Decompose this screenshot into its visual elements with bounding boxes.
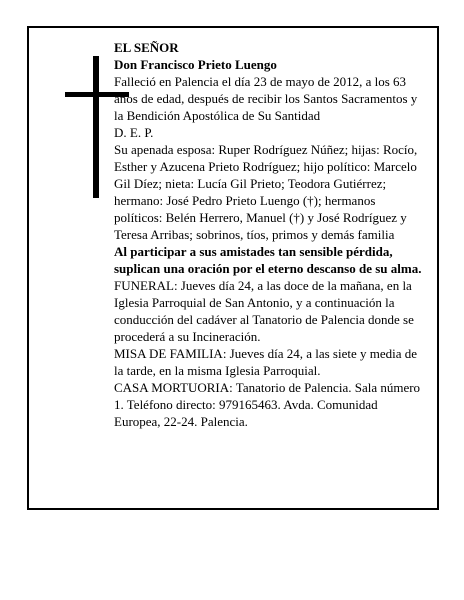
notice-text [114, 39, 422, 430]
funeral-details: FUNERAL: Jueves día 24, a las doce de la mañana, en la Iglesia Parroquial de San Antonio, y a continuación la conducción del cadáver al Tanatorio de Palencia donde se procederá a su Incineración. [114, 278, 414, 344]
deceased-name: Don Francisco Prieto Luengo [114, 57, 277, 72]
notice-heading: EL SEÑOR [114, 40, 179, 55]
mortuary-details: CASA MORTUORIA: Tanatorio de Palencia. Sala número 1. Teléfono directo: 979165463. Avda. Comunidad Europea, 22-24. Palencia. [114, 380, 421, 429]
rest-in-peace: D. E. P. [114, 125, 154, 140]
cross-vertical-bar [93, 56, 99, 198]
prayer-request: Al participar a sus amistades tan sensible pérdida, suplican una oración por el eterno descanso de su alma. [114, 244, 422, 276]
family-mass-details: MISA DE FAMILIA: Jueves día 24, a las siete y media de la tarde, en la misma Iglesia Parroquial. [114, 346, 418, 378]
family-members: Su apenada esposa: Ruper Rodríguez Núñez; hijas: Rocío, Esther y Azucena Prieto Rodríguez; hijo político: Marcelo Gil Díez; nieta: Lucía Gil Prieto; Teodora Gutiérrez; hermano: José Pedro Prieto Luengo (†); hermanos políticos: Belén Herrero, Manuel (†) y José Rodríguez y Teresa Arribas; sobrinos, tíos, primos y demás familia [114, 142, 418, 242]
death-announcement: Falleció en Palencia el día 23 de mayo de 2012, a los 63 años de edad, después de recibir los Santos Sacramentos y la Bendición Apostólica de Su Santidad [114, 74, 418, 123]
obituary-notice [27, 26, 439, 510]
